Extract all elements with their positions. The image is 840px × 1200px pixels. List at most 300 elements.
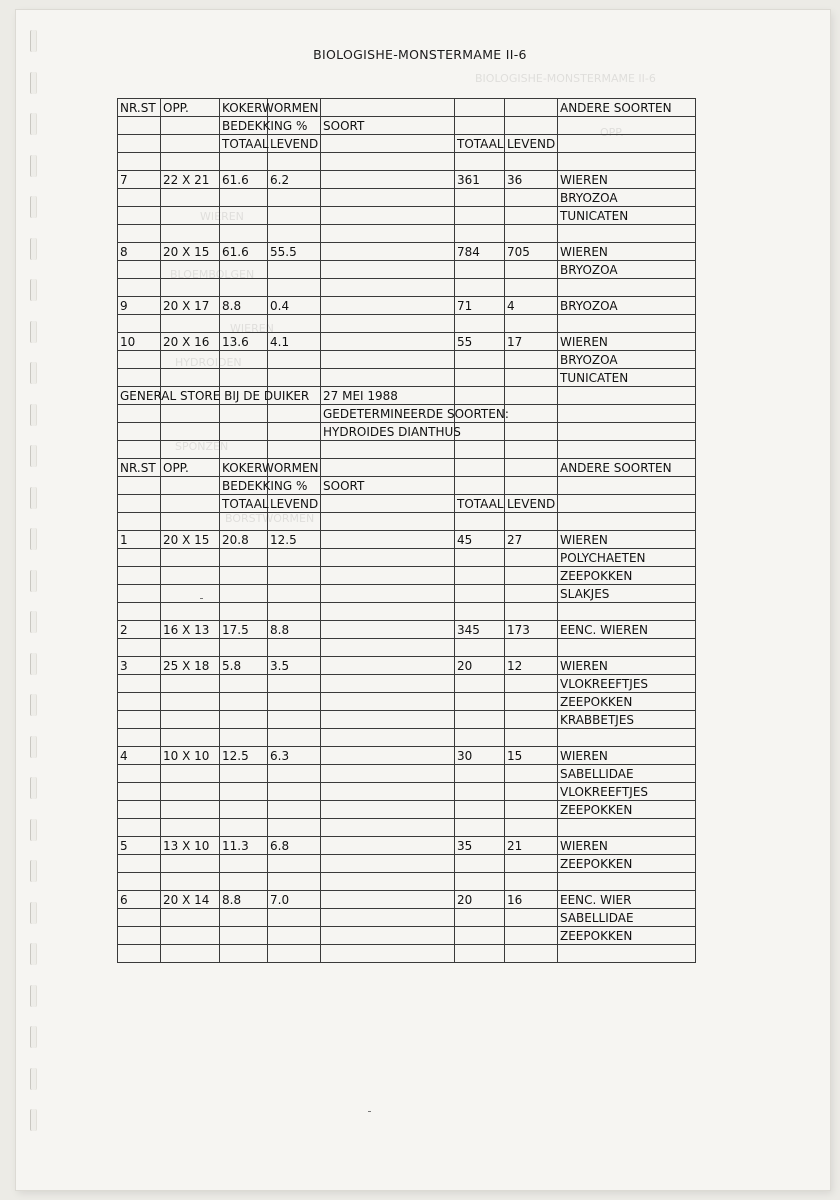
table-cell: [118, 189, 161, 207]
table-cell: [161, 441, 220, 459]
binder-hole: [30, 1068, 37, 1090]
table-cell: [321, 153, 455, 171]
binder-hole: [30, 528, 37, 550]
table-cell: WIEREN: [558, 171, 696, 189]
table-cell: [118, 153, 161, 171]
table-cell: [220, 603, 268, 621]
table-cell: 20: [455, 891, 505, 909]
table-cell: [118, 351, 161, 369]
table-cell: [118, 405, 161, 423]
table-cell: [455, 693, 505, 711]
table-cell: WIEREN: [558, 333, 696, 351]
table-cell: TOTAAL: [220, 495, 268, 513]
table-cell: 61.6: [220, 171, 268, 189]
table-cell: [558, 405, 696, 423]
table-cell: [268, 801, 321, 819]
table-row: [118, 711, 696, 729]
binder-hole: [30, 611, 37, 633]
table-cell: 30: [455, 747, 505, 765]
table-cell: [558, 117, 696, 135]
table-row: [118, 657, 696, 675]
table-row: [118, 369, 696, 387]
table-cell: [220, 513, 268, 531]
table-cell: [118, 693, 161, 711]
table-cell: ZEEPOKKEN: [558, 855, 696, 873]
table-cell: [161, 207, 220, 225]
table-cell: 20 X 15: [161, 243, 220, 261]
table-cell: 8: [118, 243, 161, 261]
table-row: [118, 927, 696, 945]
table-cell: 27: [505, 531, 558, 549]
table-row: [118, 639, 696, 657]
table-cell: [118, 369, 161, 387]
table-cell: [161, 351, 220, 369]
table-cell: BEDEKKING %: [220, 117, 268, 135]
table-cell: [505, 675, 558, 693]
table-cell: [161, 585, 220, 603]
table-cell: [268, 153, 321, 171]
table-cell: 0.4: [268, 297, 321, 315]
table-row: [118, 477, 696, 495]
table-cell: 9: [118, 297, 161, 315]
table-cell: 10 X 10: [161, 747, 220, 765]
binder-hole: [30, 1026, 37, 1048]
table-cell: 17.5: [220, 621, 268, 639]
table-cell: 20 X 14: [161, 891, 220, 909]
table-cell: [118, 423, 161, 441]
table-cell: [268, 585, 321, 603]
table-cell: [268, 765, 321, 783]
table-cell: [268, 549, 321, 567]
table-cell: [118, 225, 161, 243]
table-cell: [321, 207, 455, 225]
table-cell: 16 X 13: [161, 621, 220, 639]
table-cell: [558, 495, 696, 513]
table-cell: [321, 441, 455, 459]
table-cell: ANDERE SOORTEN: [558, 99, 696, 117]
binder-hole: [30, 279, 37, 301]
table-cell: [161, 855, 220, 873]
table-cell: KOKERWORMEN: [220, 99, 268, 117]
table-cell: [220, 405, 268, 423]
table-cell: [220, 873, 268, 891]
table-cell: 4: [118, 747, 161, 765]
table-cell: [161, 477, 220, 495]
table-cell: [161, 135, 220, 153]
binder-hole: [30, 404, 37, 426]
table-row: [118, 621, 696, 639]
table-cell: BEDEKKING %: [220, 477, 268, 495]
table-cell: [321, 351, 455, 369]
table-cell: ZEEPOKKEN: [558, 567, 696, 585]
table-cell: 15: [505, 747, 558, 765]
table-cell: [455, 513, 505, 531]
table-cell: [321, 549, 455, 567]
table-cell: 173: [505, 621, 558, 639]
table-cell: 5: [118, 837, 161, 855]
table-cell: [220, 675, 268, 693]
table-cell: [505, 225, 558, 243]
table-cell: 27 MEI 1988: [321, 387, 455, 405]
table-cell: 20 X 15: [161, 531, 220, 549]
table-cell: [118, 261, 161, 279]
table-cell: [321, 819, 455, 837]
table-cell: [118, 477, 161, 495]
table-cell: [118, 855, 161, 873]
table-cell: [505, 315, 558, 333]
binder-hole: [30, 860, 37, 882]
table-row: [118, 513, 696, 531]
binder-hole: [30, 736, 37, 758]
table-cell: [268, 261, 321, 279]
table-cell: 16: [505, 891, 558, 909]
table-row: [118, 693, 696, 711]
table-cell: [220, 639, 268, 657]
table-cell: 45: [455, 531, 505, 549]
table-cell: [505, 153, 558, 171]
table-cell: [268, 567, 321, 585]
table-cell: 6: [118, 891, 161, 909]
table-cell: [455, 441, 505, 459]
table-cell: [558, 315, 696, 333]
table-cell: [220, 441, 268, 459]
table-cell: [321, 603, 455, 621]
table-cell: [505, 99, 558, 117]
table-cell: [161, 603, 220, 621]
binder-hole: [30, 196, 37, 218]
table-cell: [118, 441, 161, 459]
table-cell: KRABBETJES: [558, 711, 696, 729]
table-cell: [118, 801, 161, 819]
table-cell: VLOKREEFTJES: [558, 783, 696, 801]
table-row: [118, 279, 696, 297]
table-cell: [268, 711, 321, 729]
table-cell: [505, 873, 558, 891]
table-cell: BRYOZOA: [558, 297, 696, 315]
table-cell: [505, 387, 558, 405]
table-cell: [505, 477, 558, 495]
table-cell: [220, 567, 268, 585]
binder-hole: [30, 487, 37, 509]
table-cell: 12.5: [220, 747, 268, 765]
table-cell: [455, 603, 505, 621]
table-cell: [220, 729, 268, 747]
table-cell: 7: [118, 171, 161, 189]
table-cell: [268, 225, 321, 243]
binder-hole: [30, 113, 37, 135]
table-cell: [118, 945, 161, 963]
table-cell: BRYOZOA: [558, 351, 696, 369]
table-cell: [161, 819, 220, 837]
table-cell: [321, 369, 455, 387]
table-row: [118, 297, 696, 315]
table-cell: [161, 261, 220, 279]
table-cell: [321, 783, 455, 801]
table-row: [118, 459, 696, 477]
table-cell: 71: [455, 297, 505, 315]
table-cell: [268, 873, 321, 891]
table-cell: [161, 495, 220, 513]
binder-hole: [30, 445, 37, 467]
table-row: [118, 333, 696, 351]
table-cell: [455, 117, 505, 135]
table-cell: [321, 855, 455, 873]
table-cell: [161, 369, 220, 387]
binder-hole: [30, 943, 37, 965]
table-cell: [220, 261, 268, 279]
binder-hole: [30, 321, 37, 343]
table-cell: [118, 873, 161, 891]
table-cell: [161, 909, 220, 927]
table-cell: [220, 945, 268, 963]
table-cell: ZEEPOKKEN: [558, 693, 696, 711]
table-cell: [220, 801, 268, 819]
table-cell: [161, 945, 220, 963]
table-row: [118, 423, 696, 441]
table-cell: GENERAL STORE BIJ DE DUIKER: [118, 387, 161, 405]
table-cell: [268, 369, 321, 387]
table-cell: [268, 855, 321, 873]
table-cell: 6.3: [268, 747, 321, 765]
binder-hole: [30, 238, 37, 260]
table-cell: [118, 315, 161, 333]
table-cell: [321, 189, 455, 207]
table-cell: [455, 855, 505, 873]
table-cell: [321, 945, 455, 963]
binder-holes: [30, 30, 40, 1150]
binder-hole: [30, 362, 37, 384]
table-cell: 4.1: [268, 333, 321, 351]
table-cell: [505, 855, 558, 873]
table-cell: [558, 819, 696, 837]
table-cell: [321, 621, 455, 639]
table-cell: [268, 783, 321, 801]
table-cell: 1: [118, 531, 161, 549]
table-cell: [558, 423, 696, 441]
table-cell: 361: [455, 171, 505, 189]
table-cell: [321, 243, 455, 261]
table-row: [118, 531, 696, 549]
table-cell: [220, 693, 268, 711]
table-cell: 705: [505, 243, 558, 261]
table-row: [118, 873, 696, 891]
table-cell: [118, 639, 161, 657]
table-cell: [505, 441, 558, 459]
table-cell: LEVEND: [505, 135, 558, 153]
table-cell: [220, 855, 268, 873]
table-cell: [321, 639, 455, 657]
table-cell: [268, 729, 321, 747]
table-cell: [558, 873, 696, 891]
table-cell: [268, 693, 321, 711]
table-cell: [455, 477, 505, 495]
table-cell: [268, 351, 321, 369]
table-cell: [455, 909, 505, 927]
table-cell: [321, 927, 455, 945]
table-cell: [268, 819, 321, 837]
table-cell: [161, 567, 220, 585]
table-cell: [268, 603, 321, 621]
table-cell: [118, 585, 161, 603]
table-cell: 784: [455, 243, 505, 261]
table-row: [118, 225, 696, 243]
table-cell: [268, 909, 321, 927]
table-cell: BRYOZOA: [558, 189, 696, 207]
table-cell: WIEREN: [558, 657, 696, 675]
table-cell: [220, 189, 268, 207]
table-cell: [220, 423, 268, 441]
table-row: [118, 135, 696, 153]
table-cell: [321, 675, 455, 693]
table-cell: [455, 945, 505, 963]
table-cell: [505, 729, 558, 747]
table-cell: 6.2: [268, 171, 321, 189]
table-cell: [455, 549, 505, 567]
table-row: [118, 351, 696, 369]
table-cell: 4: [505, 297, 558, 315]
table-cell: [118, 909, 161, 927]
table-cell: [161, 279, 220, 297]
binder-hole: [30, 570, 37, 592]
table-cell: [505, 423, 558, 441]
table-cell: 20: [455, 657, 505, 675]
table-row: [118, 495, 696, 513]
table-cell: 20 X 17: [161, 297, 220, 315]
table-row: [118, 747, 696, 765]
table-cell: TUNICATEN: [558, 369, 696, 387]
table-cell: [220, 909, 268, 927]
table-cell: [118, 819, 161, 837]
table-cell: KOKERWORMEN: [220, 459, 268, 477]
table-cell: [220, 585, 268, 603]
table-cell: [455, 207, 505, 225]
table-cell: [321, 297, 455, 315]
table-cell: [161, 153, 220, 171]
table-cell: [505, 189, 558, 207]
table-cell: [321, 891, 455, 909]
table-cell: OPP.: [161, 99, 220, 117]
table-cell: [220, 207, 268, 225]
binder-hole: [30, 985, 37, 1007]
table-cell: LEVEND: [505, 495, 558, 513]
table-cell: ANDERE SOORTEN: [558, 459, 696, 477]
table-cell: [505, 279, 558, 297]
table-cell: [118, 279, 161, 297]
table-cell: [220, 279, 268, 297]
table-cell: [455, 387, 505, 405]
table-cell: [161, 765, 220, 783]
table-cell: [558, 513, 696, 531]
table-cell: [268, 945, 321, 963]
table-cell: 22 X 21: [161, 171, 220, 189]
table-cell: [505, 783, 558, 801]
binder-hole: [30, 72, 37, 94]
table-cell: [118, 711, 161, 729]
table-row: [118, 315, 696, 333]
table-cell: [455, 351, 505, 369]
table-cell: 3: [118, 657, 161, 675]
table-row: [118, 405, 696, 423]
table-cell: [558, 639, 696, 657]
table-cell: [505, 927, 558, 945]
table-cell: [558, 387, 696, 405]
table-cell: [505, 711, 558, 729]
table-cell: 20.8: [220, 531, 268, 549]
table-cell: [321, 531, 455, 549]
table-cell: [161, 711, 220, 729]
table-cell: [558, 441, 696, 459]
table-cell: [455, 423, 505, 441]
table-cell: [118, 927, 161, 945]
table-cell: SOORT: [321, 477, 455, 495]
table-cell: GEDETERMINEERDE SOORTEN:: [321, 405, 455, 423]
table-cell: [161, 801, 220, 819]
table-cell: [220, 783, 268, 801]
table-cell: [268, 513, 321, 531]
table-cell: TOTAAL: [220, 135, 268, 153]
table-cell: [455, 279, 505, 297]
table-cell: [505, 765, 558, 783]
table-cell: [220, 927, 268, 945]
table-cell: [321, 225, 455, 243]
table-cell: [321, 909, 455, 927]
table-cell: [268, 207, 321, 225]
table-cell: [505, 603, 558, 621]
table-row: [118, 801, 696, 819]
table-cell: [161, 675, 220, 693]
table-cell: [161, 315, 220, 333]
table-cell: [505, 405, 558, 423]
table-cell: [505, 369, 558, 387]
table-cell: [118, 603, 161, 621]
table-row: [118, 675, 696, 693]
table-cell: [161, 729, 220, 747]
table-cell: [220, 549, 268, 567]
table-cell: 21: [505, 837, 558, 855]
table-cell: [161, 405, 220, 423]
table-cell: [455, 99, 505, 117]
binder-hole: [30, 1109, 37, 1131]
table-row: [118, 207, 696, 225]
table-cell: [118, 117, 161, 135]
table-cell: [505, 567, 558, 585]
table-cell: [220, 369, 268, 387]
table-cell: [118, 567, 161, 585]
table-cell: [220, 711, 268, 729]
table-cell: POLYCHAETEN: [558, 549, 696, 567]
table-cell: [321, 171, 455, 189]
table-cell: [321, 261, 455, 279]
table-cell: SABELLIDAE: [558, 909, 696, 927]
table-cell: [220, 225, 268, 243]
table-row: [118, 261, 696, 279]
table-row: [118, 765, 696, 783]
table-cell: [505, 261, 558, 279]
table-cell: [268, 279, 321, 297]
table-cell: 3.5: [268, 657, 321, 675]
table-cell: [455, 585, 505, 603]
table-cell: 6.8: [268, 837, 321, 855]
table-cell: [321, 513, 455, 531]
table-cell: [161, 423, 220, 441]
table-row: [118, 171, 696, 189]
table-cell: NR.ST: [118, 459, 161, 477]
table-cell: NR.ST: [118, 99, 161, 117]
table-cell: [321, 279, 455, 297]
table-cell: [455, 729, 505, 747]
table-row: [118, 891, 696, 909]
table-cell: [505, 909, 558, 927]
